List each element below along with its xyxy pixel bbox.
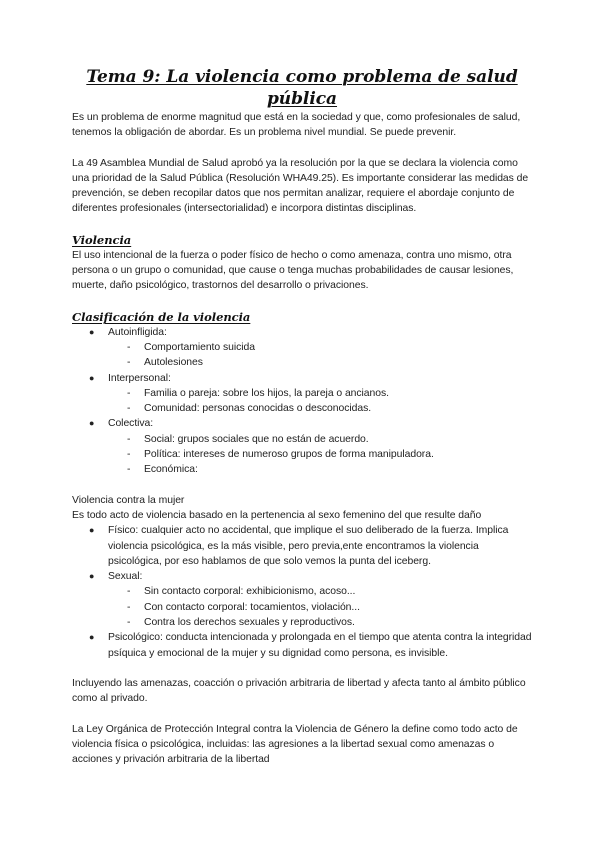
dash-icon: -: [127, 341, 131, 353]
clasificacion-heading: Clasificación de la violencia: [72, 309, 251, 324]
list-item: [89, 523, 532, 569]
bullet-icon: ●: [89, 632, 95, 643]
dash-icon: -: [127, 449, 131, 461]
sub-list-item: [127, 432, 532, 447]
sub-list-item: [127, 386, 532, 401]
sub-list-item: [127, 355, 532, 370]
asamblea-paragraph: La 49 Asamblea Mundial de Salud aprobó ya la resolución por la que se declara la violencia como una prioridad de la Salud Pública (Resolución WHA49.25). Es importante considerar las medidas de prevención, se deben recopilar datos que nos permitan analizar, requiere el abordaje conjunto de diferentes profesionales (intersectorialidad) e incorpora distintas disciplinas.: [72, 157, 529, 215]
clasificacion-list: [72, 325, 532, 478]
sub-list: [108, 386, 532, 417]
amenazas-paragraph: Incluyendo las amenazas, coacción o privación arbitraria de libertad y afecta tanto al ámbito público como al privado.: [72, 677, 526, 705]
sub-list-item: [127, 401, 532, 416]
sub-list-item-label: Autolesiones: [144, 357, 203, 369]
sub-list: [108, 340, 532, 371]
list-item-label: Interpersonal:: [108, 372, 171, 384]
dash-icon: -: [127, 357, 131, 369]
dash-icon: -: [127, 403, 131, 415]
sub-list-item-label: Económica:: [144, 464, 198, 476]
ley-paragraph: La Ley Orgánica de Protección Integral contra la Violencia de Género la define como todo acto de violencia física o psicológica, incluidas: las agresiones a la libertad sexual como amenazas o acciones y privación arbitraria de la libertad: [72, 723, 518, 766]
sub-list-item-label: Con contacto corporal: tocamientos, violación...: [144, 601, 360, 613]
bullet-icon: ●: [89, 372, 95, 383]
dash-icon: -: [127, 601, 131, 613]
list-item: [89, 325, 532, 371]
bullet-icon: ●: [89, 418, 95, 429]
bullet-icon: ●: [89, 571, 95, 582]
sub-list-item-label: Sin contacto corporal: exhibicionismo, acoso...: [144, 586, 356, 598]
dash-icon: -: [127, 464, 131, 476]
list-item-label: Colectiva:: [108, 418, 154, 430]
dash-icon: -: [127, 433, 131, 445]
bullet-icon: ●: [89, 525, 95, 536]
sub-list: [108, 432, 532, 478]
mujer-list: [72, 523, 532, 661]
sub-list-item-label: Política: intereses de numeroso grupos de forma manipuladora.: [144, 449, 434, 461]
list-item: [89, 371, 532, 417]
list-item: [89, 416, 532, 477]
sub-list-item-label: Comportamiento suicida: [144, 341, 255, 353]
sub-list-item: [127, 615, 532, 630]
sub-list-item: [127, 462, 532, 477]
sub-list-item-label: Familia o pareja: sobre los hijos, la pareja o ancianos.: [144, 387, 389, 399]
mujer-definition: Es todo acto de violencia basado en la pertenencia al sexo femenino del que resulte daño: [72, 509, 482, 521]
list-item-label: Autoinfligida:: [108, 326, 167, 338]
list-item: [89, 630, 532, 661]
sub-list-item: [127, 340, 532, 355]
mujer-heading: Violencia contra la mujer: [72, 494, 185, 506]
sub-list-item-label: Social: grupos sociales que no están de acuerdo.: [144, 433, 369, 445]
sub-list-item: [127, 447, 532, 462]
violencia-definition: El uso intencional de la fuerza o poder físico de hecho o como amenaza, contra uno mismo, otra persona o un grupo o comunidad, que cause o tenga muchas probabilidades de causar lesiones, muerte, daño psicológico, trastornos del desarrollo o privaciones.: [72, 249, 514, 292]
violencia-heading: Violencia: [72, 232, 132, 247]
list-item: [89, 569, 532, 630]
page-title: Tema 9: La violencia como problema de salud pública: [86, 67, 518, 109]
sub-list-item: [127, 600, 532, 615]
bullet-icon: ●: [89, 326, 95, 337]
list-item-label: Psicológico: conducta intencionada y prolongada en el tiempo que atenta contra la integridad psíquica y emocional de la mujer y su dignidad como persona, es invisible.: [108, 632, 532, 659]
dash-icon: -: [127, 586, 131, 598]
sub-list: [108, 584, 532, 630]
sub-list-item-label: Comunidad: personas conocidas o desconocidas.: [144, 403, 372, 415]
document-page: [72, 66, 532, 767]
intro-paragraph: Es un problema de enorme magnitud que está en la sociedad y que, como profesionales de salud, tenemos la obligación de abordar. Es un problema nivel mundial. Se puede prevenir.: [72, 112, 521, 139]
dash-icon: -: [127, 387, 131, 399]
dash-icon: -: [127, 617, 131, 629]
list-item-label: Físico: cualquier acto no accidental, que implique el suo deliberado de la fuerza. Implica violencia psicológica, es la más visible, pero previa,ente encontramos la violencia psicológica, por eso hablamos de que solo vemos la punta del iceberg.: [108, 525, 509, 567]
sub-list-item-label: Contra los derechos sexuales y reproductivos.: [144, 617, 355, 629]
sub-list-item: [127, 584, 532, 599]
list-item-label: Sexual:: [108, 571, 143, 583]
